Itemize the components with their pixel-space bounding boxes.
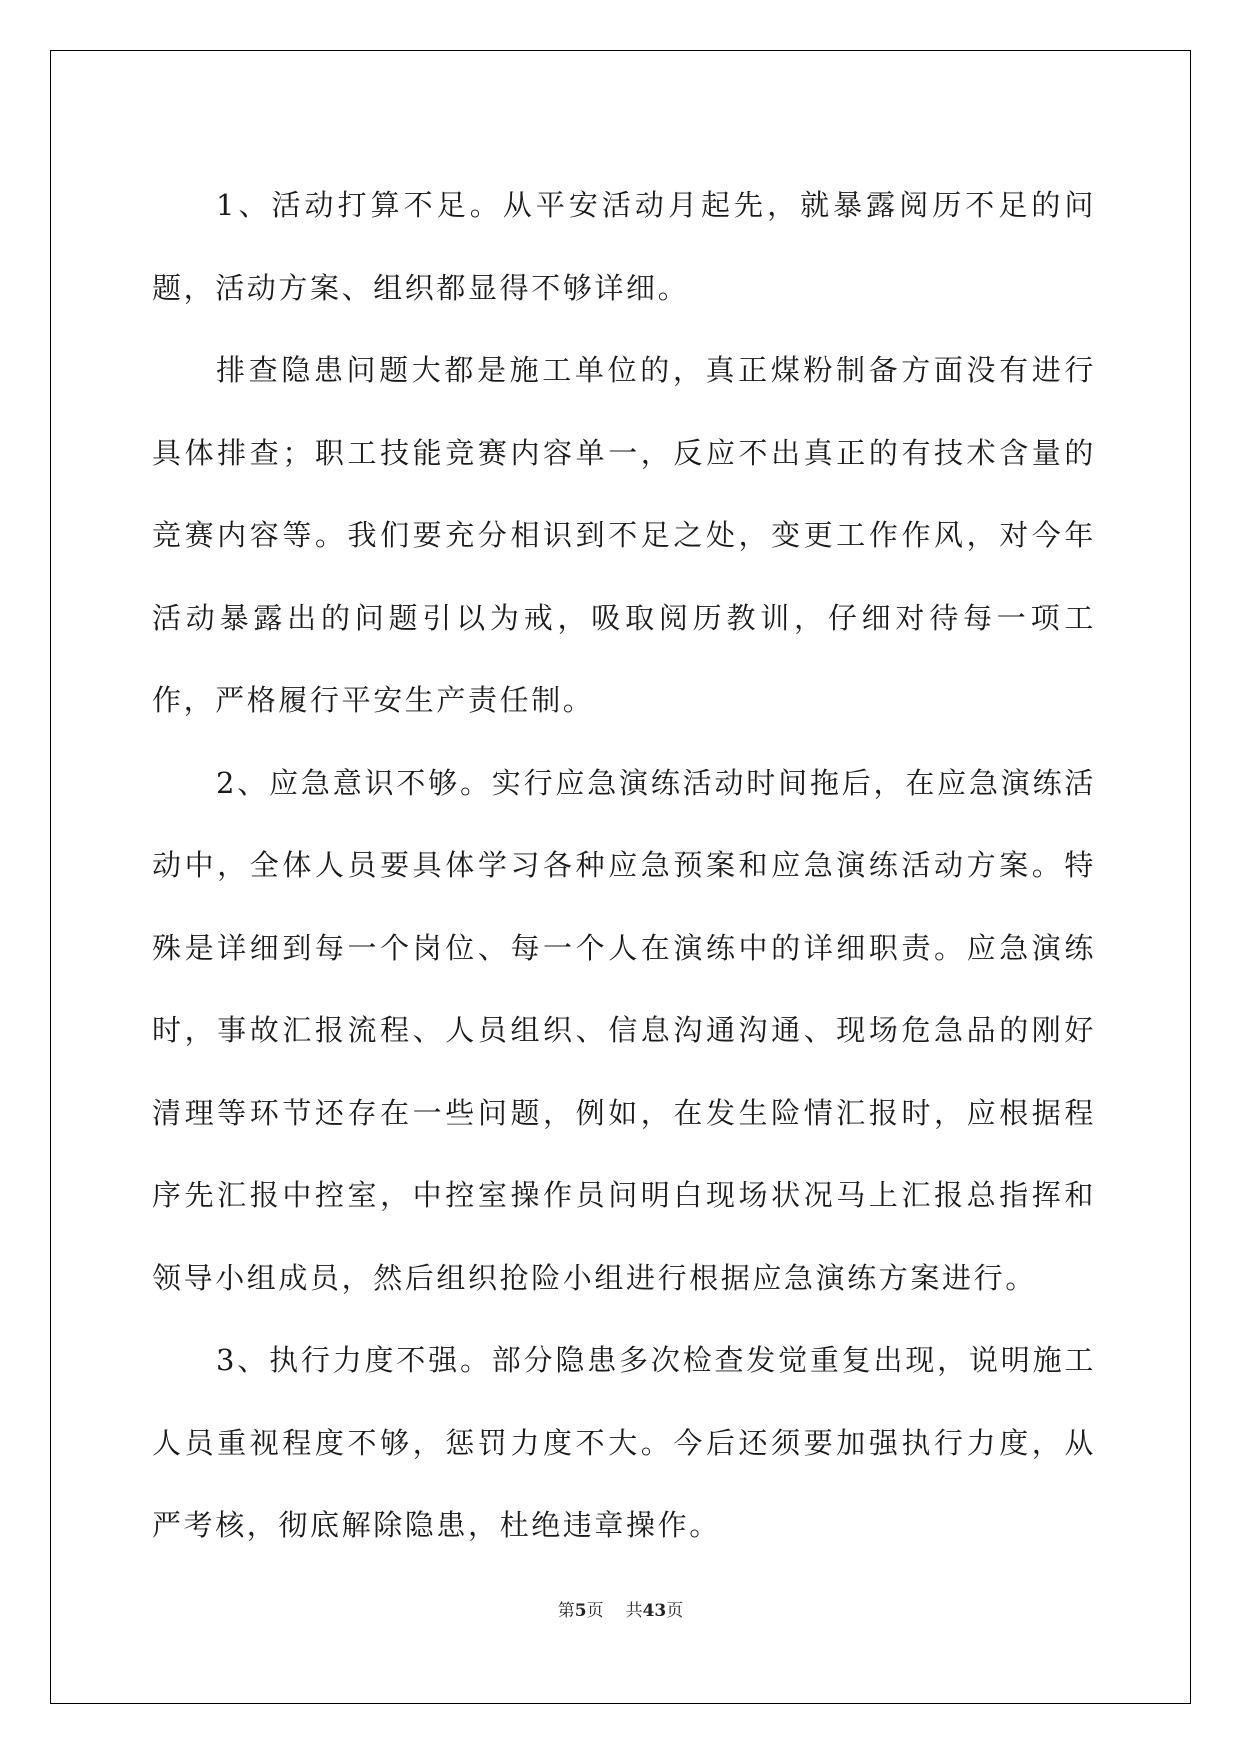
paragraph-4: 3、执行力度不强。部分隐患多次检查发觉重复出现，说明施工人员重视程度不够，惩罚力度不大。今后还须要加强执行力度，从严考核，彻底解除隐患，杜绝违章操作。 xyxy=(152,1343,1096,1542)
paragraph-1: 1、活动打算不足。从平安活动月起先，就暴露阅历不足的问题，活动方案、组织都显得不够详细。 xyxy=(152,188,1096,305)
page-prefix: 第 xyxy=(557,1601,575,1621)
paragraph-2: 排查隐患问题大都是施工单位的，真正煤粉制备方面没有进行具体排查；职工技能竞赛内容单一，反应不出真正的有技术含量的竞赛内容等。我们要充分相识到不足之处，变更工作作风，对今年活动暴露出的问题引以为戒，吸取阅历教训，仔细对待每一项工作，严格履行平安生产责任制。 xyxy=(152,353,1096,717)
page-footer xyxy=(0,1596,1241,1621)
current-page-number: 5 xyxy=(574,1601,587,1621)
total-suffix: 页 xyxy=(666,1601,684,1621)
total-prefix: 共 xyxy=(625,1601,643,1621)
page-suffix: 页 xyxy=(586,1601,604,1621)
total-pages-number: 43 xyxy=(642,1601,667,1621)
paragraph-3: 2、应急意识不够。实行应急演练活动时间拖后，在应急演练活动中，全体人员要具体学习各种应急预案和应急演练活动方案。特殊是详细到每一个岗位、每一个人在演练中的详细职责。应急演练时，事故汇报流程、人员组织、信息沟通沟通、现场危急品的刚好清理等环节还存在一些问题，例如，在发生险情汇报时，应根据程序先汇报中控室，中控室操作员问明白现场状况马上汇报总指挥和领导小组成员，然后组织抢险小组进行根据应急演练方案进行。 xyxy=(152,765,1096,1295)
document-body xyxy=(152,164,1096,1567)
